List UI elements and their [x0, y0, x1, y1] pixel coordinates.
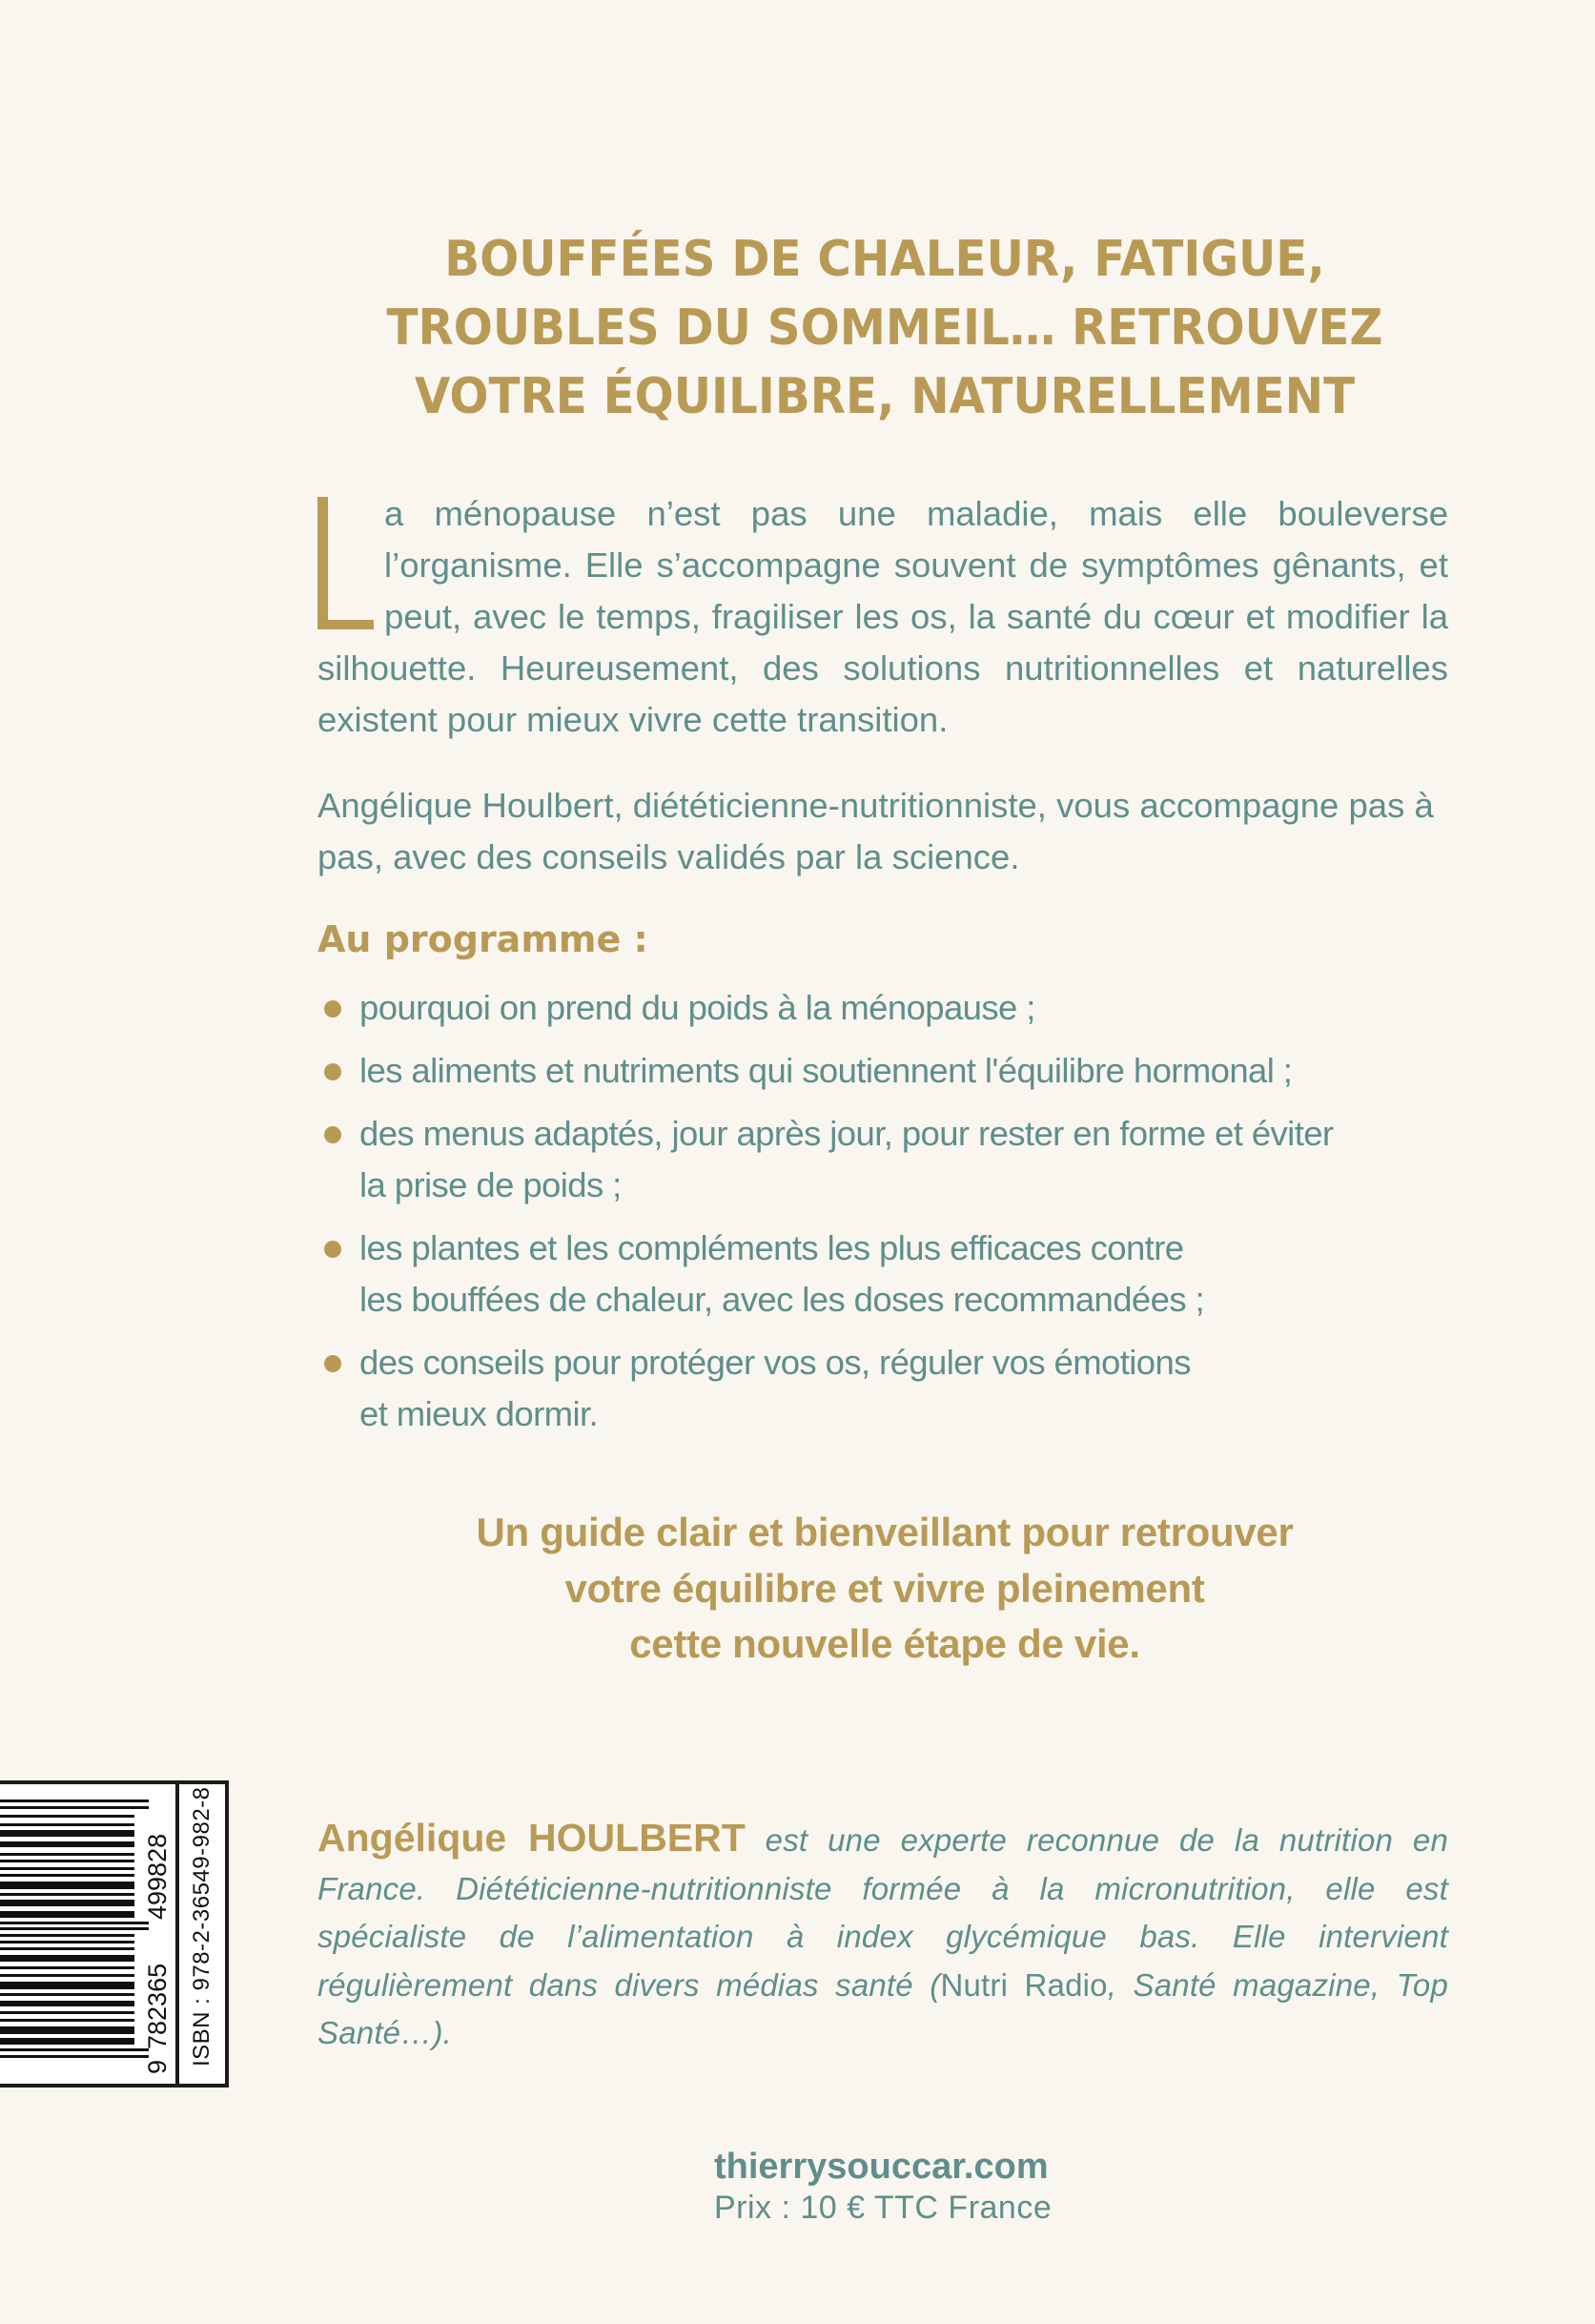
barcode-digits-group-2: 499828 — [143, 1833, 172, 1920]
headline-line-3: VOTRE ÉQUILIBRE, NATURELLEMENT — [414, 368, 1356, 425]
programme-item-text: les aliments et nutriments qui soutiennent l'équilibre hormonal ; — [359, 1051, 1293, 1090]
bio-text-2: , Santé magazine, Top Santé…). — [317, 1966, 1449, 2050]
tagline — [286, 1505, 1483, 1673]
bullet-icon — [324, 1126, 341, 1143]
headline — [328, 225, 1442, 431]
programme-item — [317, 1337, 1462, 1440]
programme-item-text: les plantes et les compléments les plus efficaces contre les bouffées de chaleur, avec les doses recommandées ; — [359, 1228, 1205, 1319]
author-name: Angélique HOULBERT — [317, 1816, 746, 1860]
drop-cap-stem — [317, 497, 328, 629]
barcode-bars — [0, 1800, 151, 2076]
tagline-line-2: votre équilibre et vivre pleinement — [564, 1565, 1205, 1611]
barcode-digits — [141, 1792, 170, 2078]
bio-media-nutri-radio: Nutri Radio — [940, 1966, 1108, 2003]
barcode-box — [0, 1780, 229, 2087]
drop-cap — [317, 488, 384, 631]
bullet-icon — [324, 1063, 341, 1080]
author-bio — [317, 1814, 1448, 2058]
isbn-label: ISBN : 978-2-36549-982-8 — [189, 1786, 215, 2067]
barcode-divider — [175, 1784, 179, 2084]
barcode-digit-lead: 9 — [143, 2059, 172, 2074]
programme-item — [317, 1045, 1462, 1097]
bullet-icon — [324, 1355, 341, 1372]
bullet-icon — [324, 1241, 341, 1258]
intro-paragraph — [317, 488, 1448, 746]
programme-title: Au programme : — [317, 918, 648, 960]
tagline-line-1: Un guide clair et bienveillant pour retrouver — [476, 1510, 1294, 1554]
bio-text-1: est une experte reconnue de la nutrition en France. Diététicienne-nutritionniste formée à la micronutrition, elle est spécialiste de l’alimentation à index glycémique bas. Elle intervient régulièrement dans divers médias santé ( — [317, 1822, 1449, 2003]
tagline-line-3: cette nouvelle étape de vie. — [629, 1621, 1140, 1666]
barcode-digits-group-1: 782365 — [143, 1963, 172, 2049]
author-intro-paragraph: Angélique Houlbert, diététicienne-nutritionniste, vous accompagne pas à pas, avec des conseils validés par la science. — [317, 786, 1434, 876]
programme-item-text: des conseils pour protéger vos os, réguler vos émotions et mieux dormir. — [359, 1343, 1191, 1433]
headline-line-2: TROUBLES DU SOMMEIL… RETROUVEZ — [386, 299, 1383, 357]
programme-item-text: pourquoi on prend du poids à la ménopause ; — [359, 988, 1035, 1027]
drop-cap-foot — [317, 620, 374, 629]
programme-item — [317, 1108, 1462, 1211]
price-label: Prix : 10 € TTC France — [714, 2190, 1053, 2226]
bullet-icon — [324, 1000, 341, 1018]
publisher-website-link[interactable]: thierrysouccar.com — [714, 2147, 1049, 2187]
programme-item-text: des menus adaptés, jour après jour, pour rester en forme et éviter la prise de poids ; — [359, 1114, 1334, 1204]
headline-line-1: BOUFFÉES DE CHALEUR, FATIGUE, — [444, 231, 1325, 288]
programme-item — [317, 982, 1462, 1034]
programme-list — [317, 982, 1462, 1451]
intro-text: a ménopause n’est pas une maladie, mais elle bouleverse l’organisme. Elle s’accompagne souvent de symptômes gênants, et peut, avec le temps, fragiliser les os, la santé du cœur et modifier la silhouette. Heureusement, des solutions nutritionnelles et naturelles existent pour mieux vivre cette transition. — [317, 494, 1448, 739]
drop-cap-letter — [317, 488, 318, 489]
programme-item — [317, 1223, 1462, 1326]
